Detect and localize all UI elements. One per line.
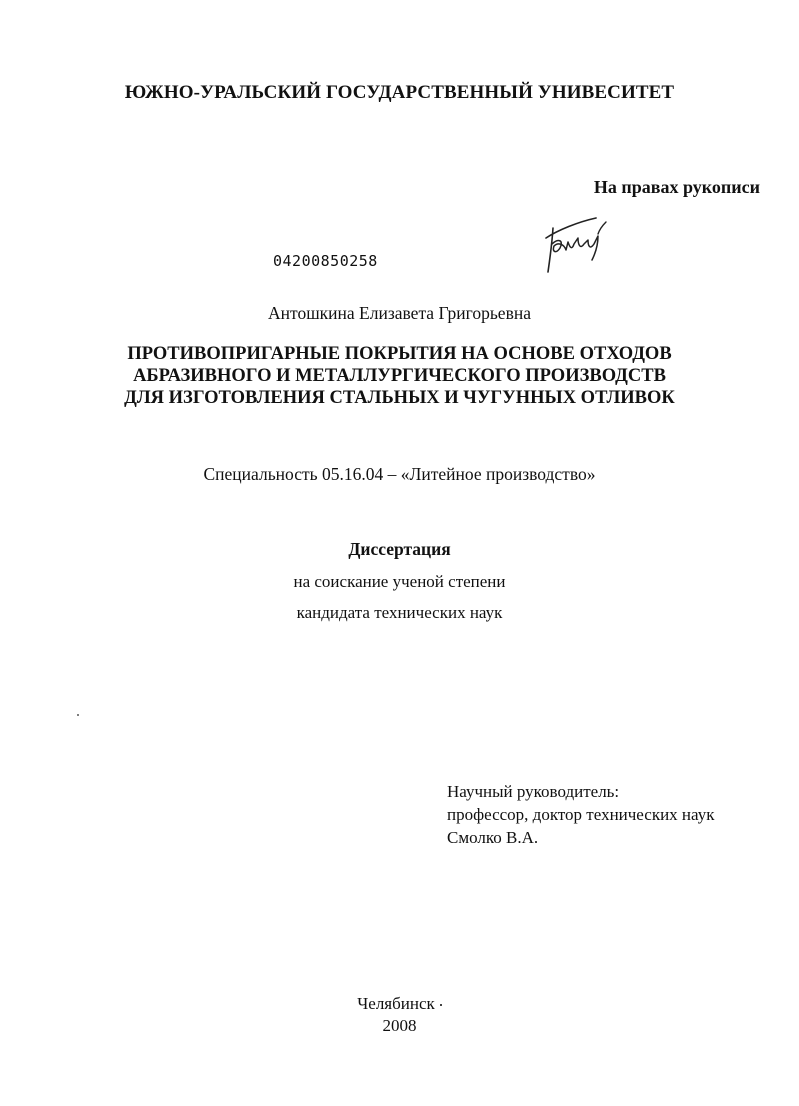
university-name: ЮЖНО-УРАЛЬСКИЙ ГОСУДАРСТВЕННЫЙ УНИВЕСИТЕТ [124, 82, 675, 103]
registry-number: 04200850258 [273, 252, 378, 270]
degree-line-2: кандидата технических наук [296, 603, 503, 622]
title-line: ПРОТИВОПРИГАРНЫЕ ПОКРЫТИЯ НА ОСНОВЕ ОТХОДОВ [127, 344, 672, 364]
specialty-line: Специальность 05.16.04 – «Литейное производство» [203, 464, 596, 484]
signature-icon [538, 214, 616, 276]
city-line [0, 994, 799, 1014]
supervisor-name: Смолко В.А. [447, 828, 539, 847]
supervisor-block [447, 780, 714, 849]
year: 2008 [382, 1016, 417, 1035]
manuscript-note: На правах рукописи [593, 177, 760, 197]
degree-line-1: на соискание ученой степени [293, 572, 506, 591]
document-type: Диссертация [348, 539, 451, 559]
supervisor-label: Научный руководитель: [447, 782, 620, 801]
title-line: АБРАЗИВНОГО И МЕТАЛЛУРГИЧЕСКОГО ПРОИЗВОДСТВ [133, 366, 666, 386]
title-line: ДЛЯ ИЗГОТОВЛЕНИЯ СТАЛЬНЫХ И ЧУГУННЫХ ОТЛИВОК [124, 388, 675, 408]
city-name: Челябинск [357, 994, 435, 1013]
scan-speck [77, 714, 79, 716]
dissertation-title [0, 343, 799, 409]
author-name: Антошкина Елизавета Григорьевна [268, 303, 531, 323]
supervisor-position: профессор, доктор технических наук [447, 805, 715, 824]
scan-speck [440, 1004, 442, 1006]
